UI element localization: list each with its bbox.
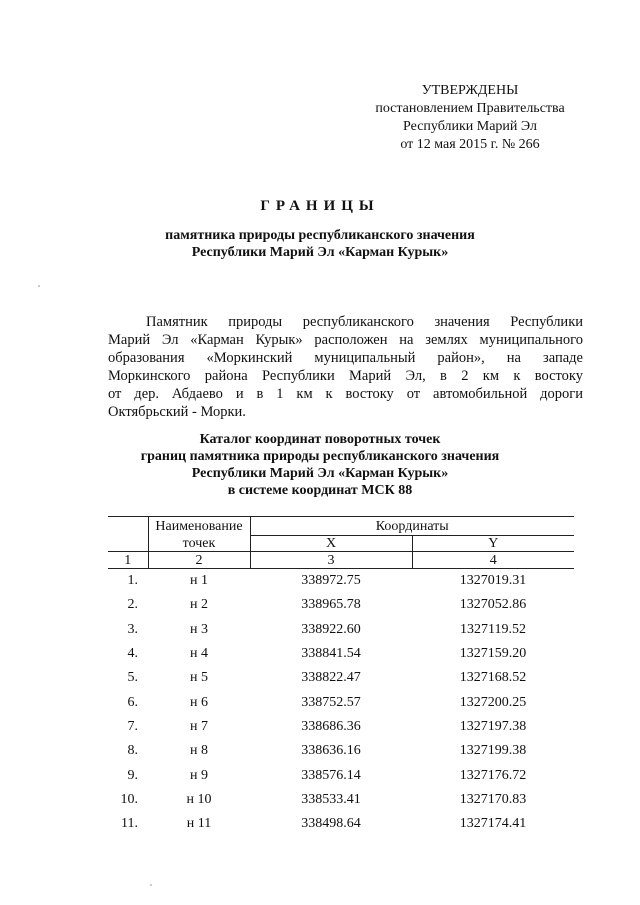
table-row xyxy=(108,618,574,642)
table-row xyxy=(108,812,574,836)
header-name-line-2: точек xyxy=(148,536,250,552)
point-name: н 5 xyxy=(190,670,208,686)
subtitle-line-1: памятника природы республиканского значения xyxy=(165,228,475,243)
approval-line-3: от 12 мая 2015 г. № 266 xyxy=(400,137,540,152)
coordinate-y: 1327168.52 xyxy=(459,670,527,686)
column-number-2: 2 xyxy=(148,552,250,569)
approval-heading: УТВЕРЖДЕНЫ xyxy=(421,83,519,98)
description-line: от дер. Абдаево и в 1 км к востоку от автомобильной дороги xyxy=(108,386,583,402)
coordinate-x: 338965.78 xyxy=(301,597,361,613)
catalog-line-1: Каталог координат поворотных точек xyxy=(199,432,441,447)
column-number-4: 4 xyxy=(412,552,574,569)
coordinate-y: 1327170.83 xyxy=(459,791,527,807)
header-empty-cell xyxy=(108,517,148,552)
document-subtitle xyxy=(0,227,640,261)
row-number: 3. xyxy=(127,621,138,637)
coordinate-y: 1327119.52 xyxy=(460,621,526,637)
row-number: 9. xyxy=(127,767,138,783)
header-y: Y xyxy=(412,536,574,552)
catalog-line-4: в системе координат МСК 88 xyxy=(227,483,413,498)
coordinate-y: 1327199.38 xyxy=(459,743,527,759)
header-x: X xyxy=(250,536,412,552)
row-number: 11. xyxy=(121,816,138,832)
approval-block xyxy=(360,82,580,154)
description-line: Моркинского района Республики Марий Эл, в 2 км к востоку xyxy=(108,368,583,384)
point-name: н 4 xyxy=(190,646,208,662)
table-row xyxy=(108,690,574,714)
catalog-line-2: границ памятника природы республиканского значения xyxy=(140,449,500,464)
row-number: 7. xyxy=(127,718,138,734)
table-row xyxy=(108,715,574,739)
header-coordinates: Координаты xyxy=(250,517,574,536)
table-row xyxy=(108,666,574,690)
description-line: Марий Эл «Карман Курык» расположен на землях муниципального xyxy=(108,332,583,348)
coordinate-x: 338533.41 xyxy=(301,791,361,807)
table-row xyxy=(108,763,574,787)
subtitle-line-2: Республики Марий Эл «Карман Курык» xyxy=(191,245,449,260)
coordinates-table xyxy=(108,516,574,836)
table-row xyxy=(108,642,574,666)
coordinate-x: 338752.57 xyxy=(301,694,361,710)
coordinate-y: 1327176.72 xyxy=(459,767,527,783)
coordinate-x: 338841.54 xyxy=(301,646,361,662)
point-name: н 7 xyxy=(190,718,208,734)
coordinate-x: 338922.60 xyxy=(301,621,361,637)
column-number-1: 1 xyxy=(108,552,148,569)
row-number: 6. xyxy=(127,694,138,710)
description-line: Памятник природы республиканского значения Республики xyxy=(146,314,583,330)
approval-line-1: постановлением Правительства xyxy=(375,101,565,116)
scan-speck xyxy=(38,285,40,287)
document-title: ГРАНИЦЫ xyxy=(260,198,380,214)
row-number: 8. xyxy=(127,743,138,759)
coordinate-y: 1327200.25 xyxy=(459,694,527,710)
row-number: 2. xyxy=(127,597,138,613)
scan-speck xyxy=(150,884,152,886)
row-number: 10. xyxy=(120,791,138,807)
description-line: Октябрьский - Морки. xyxy=(108,404,246,420)
column-number-3: 3 xyxy=(250,552,412,569)
point-name: н 9 xyxy=(190,767,208,783)
description-line: образования «Моркинский муниципальный район», на западе xyxy=(108,350,583,366)
table-row xyxy=(108,788,574,812)
point-name: н 1 xyxy=(190,573,208,589)
point-name: н 2 xyxy=(190,597,208,613)
coordinate-y: 1327174.41 xyxy=(459,816,527,832)
point-name: н 11 xyxy=(186,816,212,832)
coordinate-x: 338498.64 xyxy=(301,816,361,832)
catalog-line-3: Республики Марий Эл «Карман Курык» xyxy=(191,466,449,481)
approval-line-2: Республики Марий Эл xyxy=(403,119,537,134)
description-paragraph xyxy=(108,313,583,421)
point-name: н 10 xyxy=(186,791,212,807)
coordinate-y: 1327019.31 xyxy=(459,573,527,589)
coordinate-x: 338636.16 xyxy=(301,743,361,759)
point-name: н 8 xyxy=(190,743,208,759)
header-name-line-1: Наименование xyxy=(148,517,250,536)
row-number: 5. xyxy=(127,670,138,686)
coordinate-x: 338686.36 xyxy=(301,718,361,734)
table-row xyxy=(108,739,574,763)
row-number: 4. xyxy=(127,646,138,662)
table-row xyxy=(108,569,574,594)
catalog-heading xyxy=(0,431,640,499)
table-row xyxy=(108,593,574,617)
coordinate-x: 338822.47 xyxy=(301,670,361,686)
coordinate-x: 338972.75 xyxy=(301,573,361,589)
coordinate-y: 1327052.86 xyxy=(459,597,527,613)
coordinate-x: 338576.14 xyxy=(301,767,361,783)
coordinate-y: 1327159.20 xyxy=(459,646,527,662)
coordinate-y: 1327197.38 xyxy=(459,718,527,734)
point-name: н 6 xyxy=(190,694,208,710)
point-name: н 3 xyxy=(190,621,208,637)
row-number: 1. xyxy=(127,573,138,589)
